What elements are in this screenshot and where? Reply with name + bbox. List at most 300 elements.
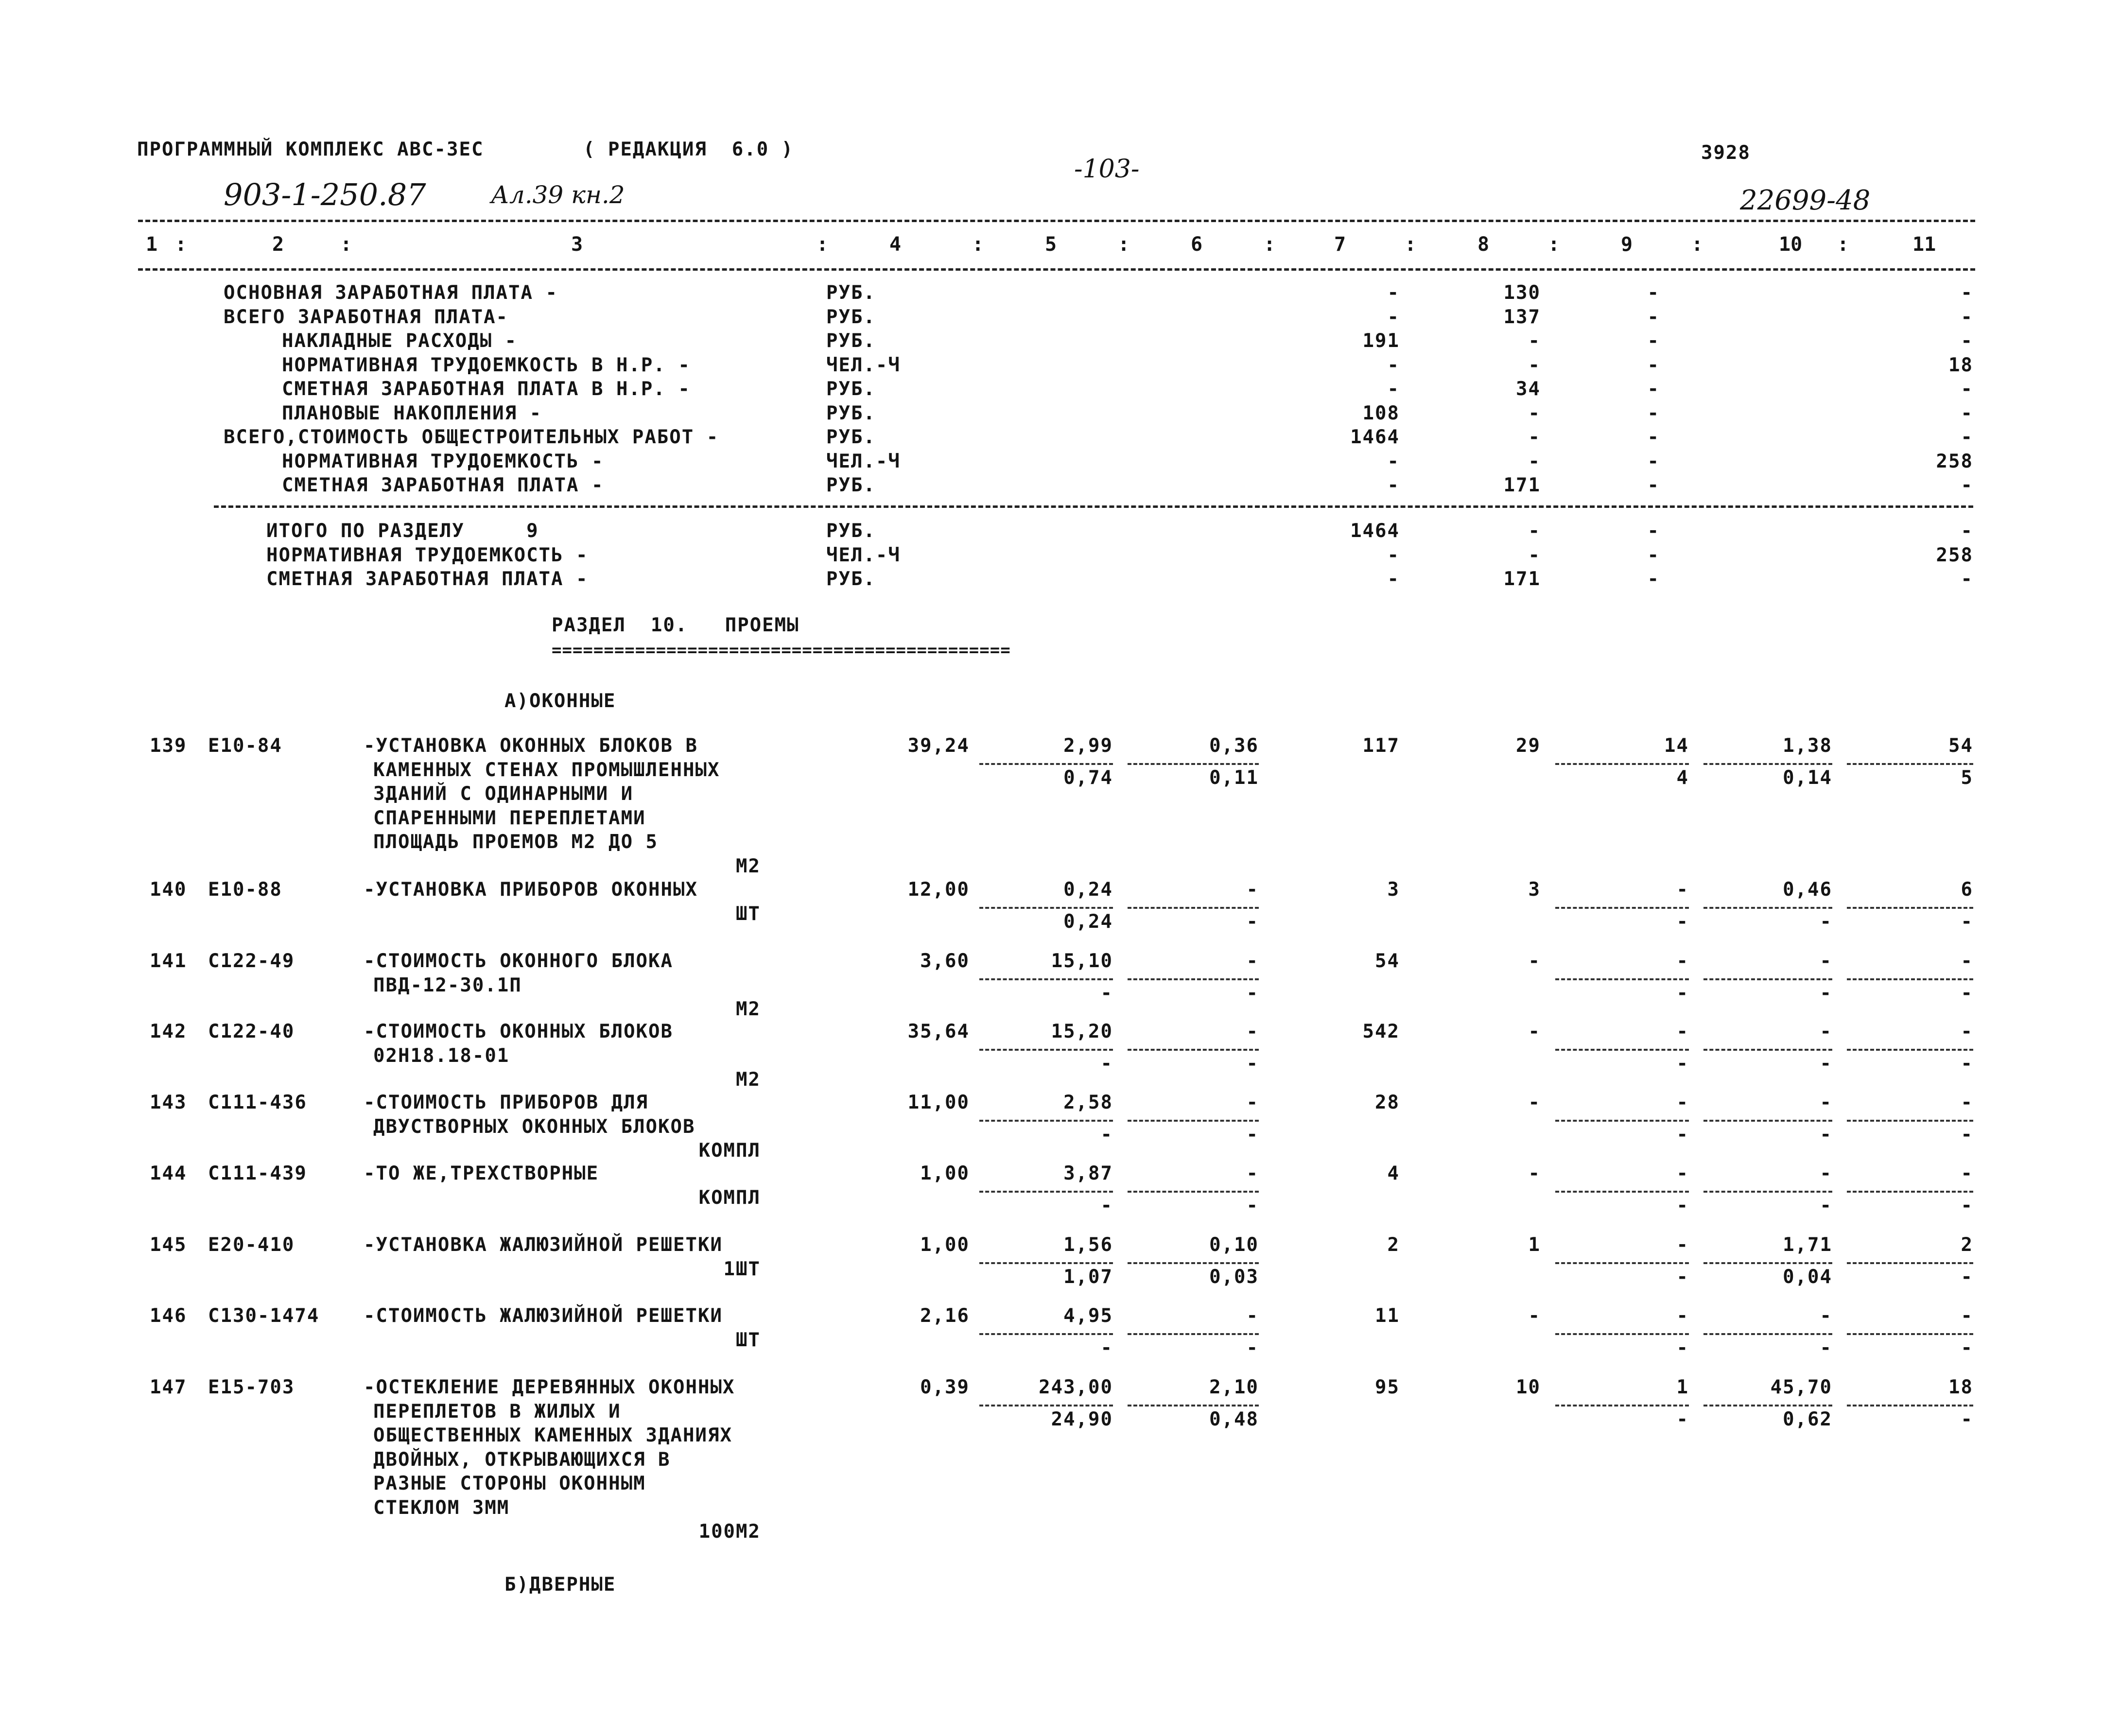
cost-divider — [1847, 1120, 1973, 1122]
item-col9-wages: - — [1676, 910, 1689, 933]
item-col11: 54 — [1948, 735, 1973, 757]
item-col10-wages: 0,14 — [1783, 766, 1832, 789]
item-unit-price: 1,56 — [1063, 1234, 1113, 1256]
item-unit: ШТ — [736, 903, 761, 925]
cost-divider — [1555, 1262, 1689, 1264]
item-code: С111-436 — [208, 1092, 307, 1113]
summary-col7: - — [1387, 544, 1400, 566]
item-col6: - — [1246, 1092, 1259, 1113]
column-number: 7 — [1334, 233, 1346, 256]
item-col9-wages: - — [1676, 1408, 1689, 1430]
item-col6-wages: - — [1246, 910, 1259, 933]
item-col10: - — [1820, 950, 1832, 972]
item-total: 542 — [1362, 1021, 1400, 1042]
summary-col7: 1464 — [1350, 426, 1400, 448]
item-total: 95 — [1375, 1376, 1400, 1398]
cost-divider — [1703, 1049, 1832, 1051]
cost-divider — [1703, 907, 1832, 909]
item-col9-wages: - — [1676, 1123, 1689, 1146]
summary-label: СМЕТНАЯ ЗАРАБОТНАЯ ПЛАТА - — [282, 474, 604, 496]
item-code: Е10-88 — [208, 879, 282, 901]
summary-col11: - — [1961, 378, 1973, 400]
summary-col9: - — [1647, 330, 1660, 352]
item-col11-wages: - — [1961, 1194, 1973, 1216]
item-col8: - — [1528, 1163, 1541, 1184]
cost-divider — [1847, 1191, 1973, 1193]
summary-col8: - — [1528, 354, 1541, 376]
item-description: 02Н18.18-01 — [373, 1044, 510, 1067]
item-description: -СТОИМОСТЬ ОКОННОГО БЛОКА — [364, 950, 673, 972]
item-col9: - — [1676, 1021, 1689, 1042]
item-total: 3 — [1387, 879, 1400, 901]
summary-label: ОСНОВНАЯ ЗАРАБОТНАЯ ПЛАТА - — [224, 282, 558, 304]
item-description: -СТОИМОСТЬ ЖАЛЮЗИЙНОЙ РЕШЕТКИ — [364, 1305, 723, 1327]
item-number: 146 — [150, 1305, 187, 1327]
item-number: 141 — [150, 950, 187, 972]
item-unit-price-wages: - — [1100, 1052, 1113, 1075]
summary-col7: 108 — [1362, 402, 1400, 424]
summary-col8: 137 — [1503, 306, 1541, 328]
cost-divider — [1847, 1049, 1973, 1051]
item-col10: 1,38 — [1783, 735, 1832, 757]
item-col6: - — [1246, 879, 1259, 901]
column-separator: : — [1691, 233, 1703, 256]
price-divider — [979, 1049, 1113, 1051]
item-col11-wages: - — [1961, 1052, 1973, 1075]
price-divider — [979, 978, 1113, 980]
summary-col11: - — [1961, 282, 1973, 304]
summary-label: ПЛАНОВЫЕ НАКОПЛЕНИЯ - — [282, 402, 542, 424]
column-number: 1 — [146, 233, 158, 256]
item-col8: 1 — [1528, 1234, 1541, 1256]
item-description: ДВОЙНЫХ, ОТКРЫВАЮЩИХСЯ В — [373, 1448, 671, 1471]
cost-divider — [1555, 763, 1689, 765]
summary-col9: - — [1647, 520, 1660, 542]
item-col6-wages: 0,48 — [1209, 1408, 1259, 1430]
item-code: С111-439 — [208, 1163, 307, 1184]
item-quantity: 1,00 — [920, 1163, 970, 1184]
summary-unit: РУБ. — [826, 568, 876, 590]
item-col6: - — [1246, 950, 1259, 972]
cost-divider — [1847, 1262, 1973, 1264]
summary-col9: - — [1647, 306, 1660, 328]
program-name: ПРОГРАММНЫЙ КОМПЛЕКС АВС-3ЕС — [137, 139, 484, 160]
item-col9: - — [1676, 1163, 1689, 1184]
item-code: Е15-703 — [208, 1376, 295, 1398]
item-unit: М2 — [736, 998, 761, 1020]
summary-col8: 34 — [1516, 378, 1541, 400]
cost-divider — [1847, 978, 1973, 980]
summary-col11: - — [1961, 474, 1973, 496]
item-col10-wages: 0,62 — [1783, 1408, 1832, 1430]
item-description: КАМЕННЫХ СТЕНАХ ПРОМЫШЛЕННЫХ — [373, 759, 720, 781]
subsection-b: Б)ДВЕРНЫЕ — [504, 1574, 616, 1596]
item-col6: - — [1246, 1305, 1259, 1327]
column-separator: : — [1548, 233, 1560, 256]
item-col9-wages: - — [1676, 982, 1689, 1004]
summary-col11: 18 — [1948, 354, 1973, 376]
item-col9-wages: - — [1676, 1052, 1689, 1075]
summary-unit: ЧЕЛ.-Ч — [826, 450, 901, 472]
summary-col7: - — [1387, 282, 1400, 304]
summary-col11: 258 — [1936, 544, 1973, 566]
summary-unit: ЧЕЛ.-Ч — [826, 544, 901, 566]
page-number: -103- — [1074, 155, 1140, 184]
item-code: Е20-410 — [208, 1234, 295, 1256]
item-col11: 6 — [1961, 879, 1973, 901]
summary-label: ВСЕГО,СТОИМОСТЬ ОБЩЕСТРОИТЕЛЬНЫХ РАБОТ - — [224, 426, 719, 448]
item-col6-wages: 0,03 — [1209, 1266, 1259, 1288]
item-quantity: 11,00 — [907, 1092, 970, 1113]
summary-label: НОРМАТИВНАЯ ТРУДОЕМКОСТЬ - — [282, 450, 604, 472]
item-col10-wages: 0,04 — [1783, 1266, 1832, 1288]
item-quantity: 35,64 — [907, 1021, 970, 1042]
item-col10-wages: - — [1820, 1123, 1832, 1146]
column-number: 6 — [1191, 233, 1203, 256]
summary-col9: - — [1647, 568, 1660, 590]
cost-divider — [1847, 1333, 1973, 1335]
item-number: 143 — [150, 1092, 187, 1113]
summary-col9: - — [1647, 426, 1660, 448]
item-col10: - — [1820, 1092, 1832, 1113]
item-number: 139 — [150, 735, 187, 757]
summary-col11: - — [1961, 568, 1973, 590]
summary-unit: РУБ. — [826, 474, 876, 496]
summary-col7: - — [1387, 306, 1400, 328]
item-col9: - — [1676, 1092, 1689, 1113]
item-col6-wages: - — [1246, 982, 1259, 1004]
item-description: ПЛОЩАДЬ ПРОЕМОВ М2 ДО 5 — [373, 831, 659, 853]
summary-col9: - — [1647, 354, 1660, 376]
column-separator: : — [1837, 233, 1849, 256]
item-col10: 1,71 — [1783, 1234, 1832, 1256]
item-quantity: 0,39 — [920, 1376, 970, 1398]
header-bottom-rule — [138, 268, 1975, 271]
item-unit-price: 15,20 — [1051, 1021, 1113, 1042]
project-handwritten: 903-1-250.87 — [224, 177, 426, 212]
section-underline: ============================================ — [552, 641, 1011, 660]
item-col11: - — [1961, 1092, 1973, 1113]
doc-code: 3928 — [1701, 142, 1751, 164]
item-col8: 3 — [1528, 879, 1541, 901]
item-unit-price: 0,24 — [1063, 879, 1113, 901]
cost-divider — [1555, 1120, 1689, 1122]
item-unit: 1ШТ — [723, 1258, 761, 1280]
item-col6: 0,10 — [1209, 1234, 1259, 1256]
price-divider — [979, 907, 1113, 909]
item-description: СТЕКЛОМ 3ММ — [373, 1496, 510, 1519]
item-quantity: 1,00 — [920, 1234, 970, 1256]
item-col8: - — [1528, 1305, 1541, 1327]
item-col11-wages: - — [1961, 982, 1973, 1004]
item-unit-price-wages: 0,74 — [1063, 766, 1113, 789]
item-unit-price: 4,95 — [1063, 1305, 1113, 1327]
item-col9: 1 — [1676, 1376, 1689, 1398]
item-unit-price-wages: 24,90 — [1051, 1408, 1113, 1430]
column-separator: : — [817, 233, 829, 256]
item-description: ОБЩЕСТВЕННЫХ КАМЕННЫХ ЗДАНИЯХ — [373, 1424, 732, 1446]
summary-col8: - — [1528, 450, 1541, 472]
column-separator: : — [175, 233, 187, 256]
item-quantity: 3,60 — [920, 950, 970, 972]
column-separator: : — [972, 233, 984, 256]
item-col9-wages: - — [1676, 1337, 1689, 1359]
item-col6: - — [1246, 1163, 1259, 1184]
item-col11: - — [1961, 1021, 1973, 1042]
cost-divider — [1555, 1333, 1689, 1335]
price-divider — [1128, 978, 1259, 980]
column-number: 8 — [1477, 233, 1490, 256]
item-col11: - — [1961, 950, 1973, 972]
item-number: 140 — [150, 879, 187, 901]
cost-divider — [1555, 1405, 1689, 1406]
item-col6: - — [1246, 1021, 1259, 1042]
price-divider — [1128, 1049, 1259, 1051]
summary-unit: ЧЕЛ.-Ч — [826, 354, 901, 376]
column-number: 5 — [1045, 233, 1057, 256]
cost-divider — [1703, 978, 1832, 980]
cost-divider — [1703, 1405, 1832, 1406]
summary-col8: - — [1528, 402, 1541, 424]
item-unit-price-wages: - — [1100, 982, 1113, 1004]
summary-unit: РУБ. — [826, 378, 876, 400]
price-divider — [979, 1262, 1113, 1264]
item-col6-wages: - — [1246, 1123, 1259, 1146]
cost-divider — [1555, 978, 1689, 980]
price-divider — [1128, 1191, 1259, 1193]
cost-divider — [1703, 1333, 1832, 1335]
item-total: 2 — [1387, 1234, 1400, 1256]
item-col6-wages: - — [1246, 1052, 1259, 1075]
item-unit-price: 243,00 — [1039, 1376, 1113, 1398]
item-unit-price-wages: 0,24 — [1063, 910, 1113, 933]
summary-col11: - — [1961, 330, 1973, 352]
price-divider — [1128, 907, 1259, 909]
item-unit-price: 3,87 — [1063, 1163, 1113, 1184]
item-col9: - — [1676, 1234, 1689, 1256]
summary-unit: РУБ. — [826, 282, 876, 304]
item-col10-wages: - — [1820, 1052, 1832, 1075]
item-total: 28 — [1375, 1092, 1400, 1113]
item-unit-price-wages: - — [1100, 1337, 1113, 1359]
item-number: 145 — [150, 1234, 187, 1256]
item-description: -СТОИМОСТЬ ОКОННЫХ БЛОКОВ — [364, 1021, 673, 1042]
item-total: 54 — [1375, 950, 1400, 972]
summary-col8: 171 — [1503, 474, 1541, 496]
summary-col8: - — [1528, 330, 1541, 352]
summary-col11: - — [1961, 426, 1973, 448]
summary-col9: - — [1647, 450, 1660, 472]
item-col10: - — [1820, 1305, 1832, 1327]
item-number: 147 — [150, 1376, 187, 1398]
item-unit-price: 2,58 — [1063, 1092, 1113, 1113]
cost-divider — [1703, 1191, 1832, 1193]
item-col8: 10 — [1516, 1376, 1541, 1398]
item-col6-wages: 0,11 — [1209, 766, 1259, 789]
item-col11-wages: 5 — [1961, 766, 1973, 789]
item-col6: 0,36 — [1209, 735, 1259, 757]
price-divider — [1128, 763, 1259, 765]
item-code: С122-49 — [208, 950, 295, 972]
item-unit-price: 15,10 — [1051, 950, 1113, 972]
summary-label: НОРМАТИВНАЯ ТРУДОЕМКОСТЬ В Н.Р. - — [282, 354, 691, 376]
price-divider — [979, 1405, 1113, 1406]
price-divider — [979, 1333, 1113, 1335]
summary-col8: 130 — [1503, 282, 1541, 304]
summary-unit: РУБ. — [826, 520, 876, 542]
item-col6-wages: - — [1246, 1337, 1259, 1359]
price-divider — [1128, 1333, 1259, 1335]
item-description: ПЕРЕПЛЕТОВ В ЖИЛЫХ И — [373, 1400, 621, 1423]
item-description: -УСТАНОВКА ПРИБОРОВ ОКОННЫХ — [364, 879, 698, 901]
summary-unit: РУБ. — [826, 426, 876, 448]
item-unit-price-wages: - — [1100, 1194, 1113, 1216]
item-col9: - — [1676, 950, 1689, 972]
totals-rule — [214, 505, 1973, 508]
summary-col7: - — [1387, 568, 1400, 590]
cost-divider — [1703, 1120, 1832, 1122]
item-col8: - — [1528, 1092, 1541, 1113]
doc-handwritten: 22699-48 — [1740, 185, 1871, 216]
item-total: 11 — [1375, 1305, 1400, 1327]
item-col10: - — [1820, 1163, 1832, 1184]
item-code: Е10-84 — [208, 735, 282, 757]
summary-label: НОРМАТИВНАЯ ТРУДОЕМКОСТЬ - — [266, 544, 589, 566]
item-col9: - — [1676, 879, 1689, 901]
price-divider — [979, 1191, 1113, 1193]
cost-divider — [1703, 763, 1832, 765]
item-unit-price-wages: - — [1100, 1123, 1113, 1146]
item-total: 4 — [1387, 1163, 1400, 1184]
summary-unit: РУБ. — [826, 330, 876, 352]
summary-label: ВСЕГО ЗАРАБОТНАЯ ПЛАТА- — [224, 306, 509, 328]
item-description: ПВД-12-30.1П — [373, 974, 522, 996]
item-col11-wages: - — [1961, 1408, 1973, 1430]
item-description: -ТО ЖЕ,ТРЕХСТВОРНЫЕ — [364, 1163, 599, 1184]
cost-divider — [1847, 907, 1973, 909]
item-unit: 100М2 — [698, 1521, 761, 1543]
summary-col11: - — [1961, 520, 1973, 542]
price-divider — [979, 763, 1113, 765]
item-description: РАЗНЫЕ СТОРОНЫ ОКОННЫМ — [373, 1473, 646, 1494]
item-col9: 14 — [1664, 735, 1689, 757]
summary-col9: - — [1647, 474, 1660, 496]
item-col6: 2,10 — [1209, 1376, 1259, 1398]
item-col11-wages: - — [1961, 1123, 1973, 1146]
column-number: 2 — [272, 233, 284, 256]
item-col10-wages: - — [1820, 910, 1832, 933]
summary-col11: 258 — [1936, 450, 1973, 472]
item-unit: М2 — [736, 1069, 761, 1091]
summary-col11: - — [1961, 402, 1973, 424]
summary-unit: РУБ. — [826, 306, 876, 328]
item-number: 142 — [150, 1021, 187, 1042]
cost-divider — [1847, 763, 1973, 765]
item-col9: - — [1676, 1305, 1689, 1327]
item-col10-wages: - — [1820, 982, 1832, 1004]
column-number: 9 — [1621, 233, 1633, 256]
item-col10: 0,46 — [1783, 879, 1832, 901]
item-unit: КОМПЛ — [698, 1186, 761, 1209]
price-divider — [979, 1120, 1113, 1122]
item-unit-price: 2,99 — [1063, 735, 1113, 757]
item-quantity: 39,24 — [907, 735, 970, 757]
column-number: 10 — [1779, 233, 1803, 256]
summary-label: СМЕТНАЯ ЗАРАБОТНАЯ ПЛАТА В Н.Р. - — [282, 378, 691, 400]
item-description: -ОСТЕКЛЕНИЕ ДЕРЕВЯННЫХ ОКОННЫХ — [364, 1376, 735, 1398]
column-separator: : — [1118, 233, 1130, 256]
price-divider — [1128, 1120, 1259, 1122]
column-separator: : — [1405, 233, 1417, 256]
item-col10-wages: - — [1820, 1194, 1832, 1216]
section-title: РАЗДЕЛ 10. ПРОЕМЫ — [552, 614, 799, 636]
item-code: С130-1474 — [208, 1305, 320, 1327]
summary-col11: - — [1961, 306, 1973, 328]
cost-divider — [1555, 1191, 1689, 1193]
item-quantity: 2,16 — [920, 1305, 970, 1327]
item-col9-wages: - — [1676, 1266, 1689, 1288]
summary-col8: 171 — [1503, 568, 1541, 590]
item-description: СПАРЕННЫМИ ПЕРЕПЛЕТАМИ — [373, 807, 646, 829]
item-unit: КОМПЛ — [698, 1140, 761, 1162]
price-divider — [1128, 1405, 1259, 1406]
column-number: 11 — [1912, 233, 1936, 256]
column-separator: : — [340, 233, 352, 256]
summary-col9: - — [1647, 378, 1660, 400]
summary-col7: 1464 — [1350, 520, 1400, 542]
item-code: С122-40 — [208, 1021, 295, 1042]
header-top-rule — [138, 220, 1975, 222]
subsection-a: А)ОКОННЫЕ — [504, 690, 616, 712]
item-col8: - — [1528, 1021, 1541, 1042]
album-handwritten: Ал.39 кн.2 — [491, 181, 625, 209]
summary-col7: 191 — [1362, 330, 1400, 352]
item-col11: - — [1961, 1163, 1973, 1184]
item-col11-wages: - — [1961, 1266, 1973, 1288]
item-col6-wages: - — [1246, 1194, 1259, 1216]
cost-divider — [1703, 1262, 1832, 1264]
item-col10: 45,70 — [1770, 1376, 1832, 1398]
summary-col8: - — [1528, 520, 1541, 542]
cost-divider — [1555, 907, 1689, 909]
summary-col8: - — [1528, 544, 1541, 566]
item-unit-price-wages: 1,07 — [1063, 1266, 1113, 1288]
item-description: -СТОИМОСТЬ ПРИБОРОВ ДЛЯ — [364, 1092, 649, 1113]
summary-label: НАКЛАДНЫЕ РАСХОДЫ - — [282, 330, 518, 352]
item-col9-wages: 4 — [1676, 766, 1689, 789]
item-col11-wages: - — [1961, 910, 1973, 933]
item-col8: - — [1528, 950, 1541, 972]
cost-divider — [1555, 1049, 1689, 1051]
summary-label: СМЕТНАЯ ЗАРАБОТНАЯ ПЛАТА - — [266, 568, 589, 590]
summary-col9: - — [1647, 282, 1660, 304]
summary-col7: - — [1387, 474, 1400, 496]
item-description: ДВУСТВОРНЫХ ОКОННЫХ БЛОКОВ — [373, 1115, 695, 1138]
item-unit: М2 — [736, 855, 761, 877]
summary-col7: - — [1387, 450, 1400, 472]
item-description: -УСТАНОВКА ЖАЛЮЗИЙНОЙ РЕШЕТКИ — [364, 1234, 723, 1256]
item-number: 144 — [150, 1163, 187, 1184]
summary-col9: - — [1647, 544, 1660, 566]
item-description: ЗДАНИЙ С ОДИНАРНЫМИ И — [373, 783, 634, 805]
summary-label: ИТОГО ПО РАЗДЕЛУ 9 — [266, 520, 539, 542]
item-col11: 2 — [1961, 1234, 1973, 1256]
item-col11-wages: - — [1961, 1337, 1973, 1359]
item-col10: - — [1820, 1021, 1832, 1042]
item-col11: 18 — [1948, 1376, 1973, 1398]
item-col11: - — [1961, 1305, 1973, 1327]
price-divider — [1128, 1262, 1259, 1264]
